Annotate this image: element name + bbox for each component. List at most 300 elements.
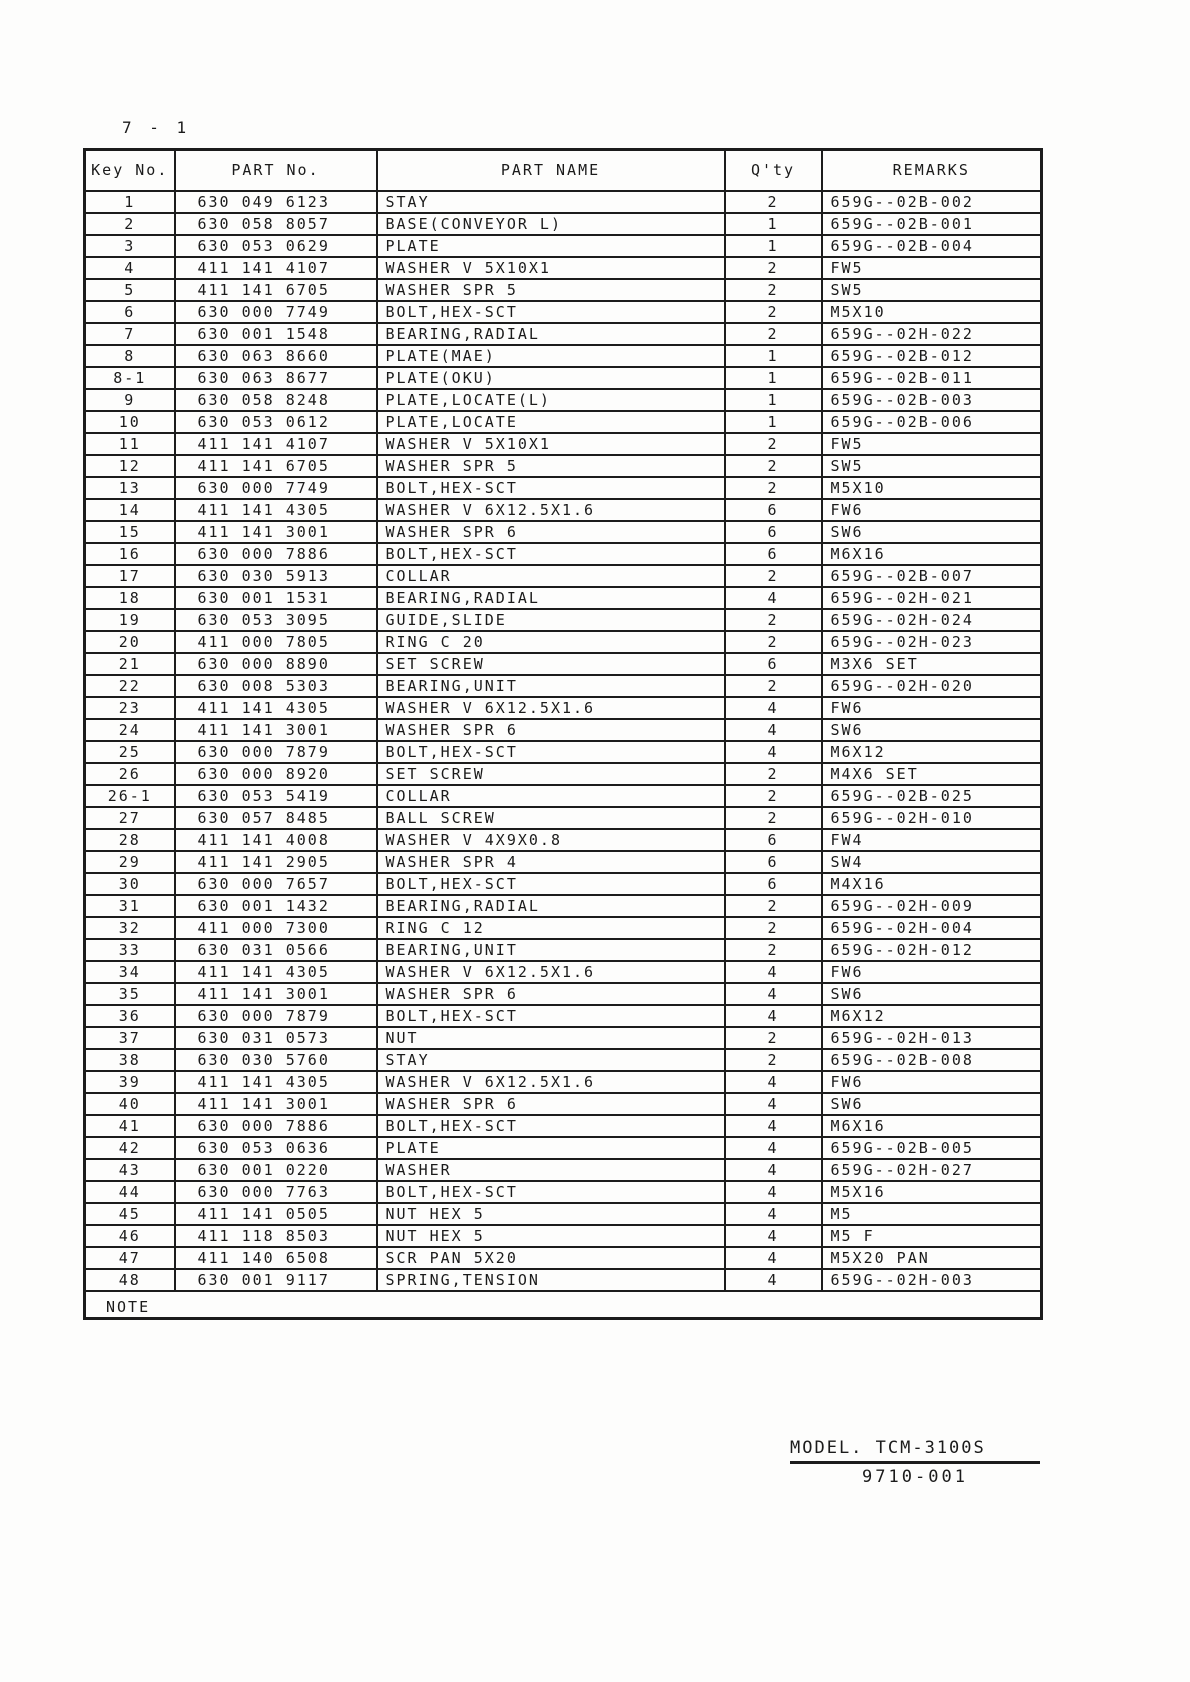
cell-remarks: 659G--02B-011 xyxy=(822,367,1042,389)
cell-qty: 4 xyxy=(725,961,822,983)
table-row xyxy=(85,411,1042,433)
cell-key-no: 20 xyxy=(85,631,175,653)
parts-table-container xyxy=(83,148,1043,1320)
cell-remarks: 659G--02H-012 xyxy=(822,939,1042,961)
parts-table-body xyxy=(85,191,1042,1291)
cell-part-no: 630 001 1432 xyxy=(175,895,377,917)
cell-key-no: 8-1 xyxy=(85,367,175,389)
cell-key-no: 14 xyxy=(85,499,175,521)
cell-part-no: 630 030 5913 xyxy=(175,565,377,587)
cell-remarks: FW5 xyxy=(822,433,1042,455)
cell-part-no: 411 141 2905 xyxy=(175,851,377,873)
cell-part-name: WASHER SPR 6 xyxy=(377,719,725,741)
table-row xyxy=(85,829,1042,851)
cell-qty: 1 xyxy=(725,345,822,367)
cell-qty: 2 xyxy=(725,323,822,345)
cell-remarks: FW5 xyxy=(822,257,1042,279)
cell-key-no: 22 xyxy=(85,675,175,697)
cell-remarks: FW4 xyxy=(822,829,1042,851)
cell-remarks: 659G--02H-004 xyxy=(822,917,1042,939)
cell-key-no: 9 xyxy=(85,389,175,411)
cell-part-no: 630 058 8248 xyxy=(175,389,377,411)
table-row xyxy=(85,1137,1042,1159)
cell-part-no: 630 058 8057 xyxy=(175,213,377,235)
cell-key-no: 48 xyxy=(85,1269,175,1291)
table-row xyxy=(85,807,1042,829)
table-row xyxy=(85,917,1042,939)
cell-key-no: 10 xyxy=(85,411,175,433)
cell-part-no: 630 053 5419 xyxy=(175,785,377,807)
table-row xyxy=(85,961,1042,983)
cell-qty: 4 xyxy=(725,741,822,763)
cell-key-no: 29 xyxy=(85,851,175,873)
cell-remarks: FW6 xyxy=(822,1071,1042,1093)
table-row xyxy=(85,367,1042,389)
cell-key-no: 37 xyxy=(85,1027,175,1049)
cell-part-name: WASHER V 5X10X1 xyxy=(377,257,725,279)
cell-part-name: BOLT,HEX-SCT xyxy=(377,543,725,565)
cell-part-no: 411 141 4107 xyxy=(175,433,377,455)
cell-key-no: 40 xyxy=(85,1093,175,1115)
cell-part-name: WASHER SPR 4 xyxy=(377,851,725,873)
cell-part-name: WASHER V 6X12.5X1.6 xyxy=(377,499,725,521)
cell-remarks: 659G--02H-003 xyxy=(822,1269,1042,1291)
cell-part-name: PLATE xyxy=(377,1137,725,1159)
cell-part-name: WASHER SPR 5 xyxy=(377,279,725,301)
cell-part-no: 411 141 3001 xyxy=(175,1093,377,1115)
cell-qty: 4 xyxy=(725,1137,822,1159)
table-row xyxy=(85,477,1042,499)
cell-qty: 2 xyxy=(725,1027,822,1049)
cell-part-no: 411 141 4008 xyxy=(175,829,377,851)
cell-qty: 2 xyxy=(725,301,822,323)
table-row xyxy=(85,213,1042,235)
cell-part-name: SET SCREW xyxy=(377,763,725,785)
cell-part-name: RING C 20 xyxy=(377,631,725,653)
cell-remarks: SW5 xyxy=(822,279,1042,301)
cell-qty: 2 xyxy=(725,565,822,587)
cell-qty: 1 xyxy=(725,235,822,257)
cell-remarks: M6X12 xyxy=(822,741,1042,763)
cell-part-name: STAY xyxy=(377,191,725,213)
cell-part-name: NUT HEX 5 xyxy=(377,1225,725,1247)
cell-key-no: 26 xyxy=(85,763,175,785)
cell-key-no: 13 xyxy=(85,477,175,499)
cell-part-name: BOLT,HEX-SCT xyxy=(377,873,725,895)
parts-table xyxy=(83,148,1043,1320)
cell-part-name: BEARING,RADIAL xyxy=(377,895,725,917)
cell-key-no: 47 xyxy=(85,1247,175,1269)
cell-part-name: SET SCREW xyxy=(377,653,725,675)
cell-qty: 4 xyxy=(725,719,822,741)
table-row xyxy=(85,1071,1042,1093)
cell-remarks: FW6 xyxy=(822,499,1042,521)
cell-part-no: 630 053 0636 xyxy=(175,1137,377,1159)
cell-key-no: 38 xyxy=(85,1049,175,1071)
table-row xyxy=(85,609,1042,631)
cell-key-no: 12 xyxy=(85,455,175,477)
cell-part-name: WASHER SPR 5 xyxy=(377,455,725,477)
table-row xyxy=(85,1247,1042,1269)
cell-part-no: 630 000 7749 xyxy=(175,301,377,323)
cell-qty: 2 xyxy=(725,939,822,961)
cell-part-no: 411 140 6508 xyxy=(175,1247,377,1269)
cell-key-no: 45 xyxy=(85,1203,175,1225)
cell-part-name: SPRING,TENSION xyxy=(377,1269,725,1291)
cell-key-no: 3 xyxy=(85,235,175,257)
table-row xyxy=(85,389,1042,411)
cell-part-no: 630 001 0220 xyxy=(175,1159,377,1181)
cell-key-no: 23 xyxy=(85,697,175,719)
cell-part-no: 630 063 8660 xyxy=(175,345,377,367)
cell-remarks: M5 F xyxy=(822,1225,1042,1247)
cell-qty: 4 xyxy=(725,587,822,609)
cell-key-no: 21 xyxy=(85,653,175,675)
table-row xyxy=(85,1181,1042,1203)
cell-part-no: 630 031 0573 xyxy=(175,1027,377,1049)
cell-qty: 4 xyxy=(725,1203,822,1225)
cell-part-name: GUIDE,SLIDE xyxy=(377,609,725,631)
cell-key-no: 35 xyxy=(85,983,175,1005)
cell-part-no: 411 141 6705 xyxy=(175,279,377,301)
cell-part-no: 630 000 7657 xyxy=(175,873,377,895)
cell-qty: 2 xyxy=(725,1049,822,1071)
cell-remarks: M5X20 PAN xyxy=(822,1247,1042,1269)
cell-part-name: SCR PAN 5X20 xyxy=(377,1247,725,1269)
cell-part-name: WASHER V 4X9X0.8 xyxy=(377,829,725,851)
cell-key-no: 34 xyxy=(85,961,175,983)
table-row xyxy=(85,323,1042,345)
cell-qty: 6 xyxy=(725,851,822,873)
cell-key-no: 4 xyxy=(85,257,175,279)
cell-part-name: WASHER SPR 6 xyxy=(377,521,725,543)
cell-qty: 6 xyxy=(725,499,822,521)
model-label: MODEL. TCM-3100S xyxy=(790,1438,1040,1464)
cell-part-no: 630 000 7886 xyxy=(175,543,377,565)
cell-part-no: 630 000 7879 xyxy=(175,741,377,763)
cell-key-no: 24 xyxy=(85,719,175,741)
cell-remarks: M6X12 xyxy=(822,1005,1042,1027)
cell-part-no: 630 000 8890 xyxy=(175,653,377,675)
cell-remarks: M5X16 xyxy=(822,1181,1042,1203)
cell-remarks: 659G--02B-025 xyxy=(822,785,1042,807)
header-part-no: PART No. xyxy=(175,150,377,191)
cell-remarks: 659G--02H-027 xyxy=(822,1159,1042,1181)
cell-qty: 2 xyxy=(725,807,822,829)
cell-key-no: 1 xyxy=(85,191,175,213)
header-qty: Q'ty xyxy=(725,150,822,191)
cell-remarks: M5X10 xyxy=(822,477,1042,499)
cell-part-name: BOLT,HEX-SCT xyxy=(377,301,725,323)
cell-part-no: 630 053 0612 xyxy=(175,411,377,433)
cell-qty: 4 xyxy=(725,1093,822,1115)
header-remarks: REMARKS xyxy=(822,150,1042,191)
cell-key-no: 11 xyxy=(85,433,175,455)
cell-part-no: 630 000 7886 xyxy=(175,1115,377,1137)
cell-key-no: 18 xyxy=(85,587,175,609)
cell-remarks: SW6 xyxy=(822,521,1042,543)
table-row xyxy=(85,1159,1042,1181)
table-row xyxy=(85,785,1042,807)
cell-key-no: 43 xyxy=(85,1159,175,1181)
cell-key-no: 17 xyxy=(85,565,175,587)
cell-remarks: 659G--02H-010 xyxy=(822,807,1042,829)
cell-remarks: 659G--02H-022 xyxy=(822,323,1042,345)
cell-part-name: WASHER V 5X10X1 xyxy=(377,433,725,455)
cell-key-no: 30 xyxy=(85,873,175,895)
cell-remarks: 659G--02H-024 xyxy=(822,609,1042,631)
cell-qty: 2 xyxy=(725,763,822,785)
table-row xyxy=(85,1203,1042,1225)
cell-part-name: WASHER V 6X12.5X1.6 xyxy=(377,1071,725,1093)
cell-part-no: 411 141 3001 xyxy=(175,983,377,1005)
cell-part-no: 411 141 4107 xyxy=(175,257,377,279)
cell-key-no: 33 xyxy=(85,939,175,961)
cell-part-name: PLATE(OKU) xyxy=(377,367,725,389)
table-row xyxy=(85,675,1042,697)
cell-key-no: 27 xyxy=(85,807,175,829)
cell-qty: 6 xyxy=(725,873,822,895)
cell-qty: 2 xyxy=(725,455,822,477)
cell-part-name: BASE(CONVEYOR L) xyxy=(377,213,725,235)
table-row xyxy=(85,345,1042,367)
cell-key-no: 32 xyxy=(85,917,175,939)
cell-part-name: WASHER xyxy=(377,1159,725,1181)
cell-qty: 4 xyxy=(725,1247,822,1269)
cell-part-name: PLATE xyxy=(377,235,725,257)
cell-remarks: 659G--02H-009 xyxy=(822,895,1042,917)
cell-part-no: 411 000 7300 xyxy=(175,917,377,939)
cell-qty: 4 xyxy=(725,1181,822,1203)
table-row xyxy=(85,301,1042,323)
cell-part-no: 411 118 8503 xyxy=(175,1225,377,1247)
cell-part-no: 411 141 4305 xyxy=(175,961,377,983)
cell-part-name: COLLAR xyxy=(377,565,725,587)
table-row xyxy=(85,521,1042,543)
cell-remarks: SW6 xyxy=(822,719,1042,741)
cell-part-no: 411 141 3001 xyxy=(175,719,377,741)
cell-qty: 6 xyxy=(725,829,822,851)
cell-remarks: 659G--02B-004 xyxy=(822,235,1042,257)
cell-remarks: SW5 xyxy=(822,455,1042,477)
cell-key-no: 26-1 xyxy=(85,785,175,807)
cell-part-no: 630 000 7763 xyxy=(175,1181,377,1203)
cell-part-name: BOLT,HEX-SCT xyxy=(377,1115,725,1137)
cell-part-name: PLATE(MAE) xyxy=(377,345,725,367)
cell-part-name: PLATE,LOCATE(L) xyxy=(377,389,725,411)
table-row xyxy=(85,543,1042,565)
cell-part-no: 630 001 1531 xyxy=(175,587,377,609)
cell-part-name: BOLT,HEX-SCT xyxy=(377,741,725,763)
cell-remarks: 659G--02B-002 xyxy=(822,191,1042,213)
cell-key-no: 36 xyxy=(85,1005,175,1027)
cell-qty: 4 xyxy=(725,1225,822,1247)
cell-remarks: 659G--02B-006 xyxy=(822,411,1042,433)
cell-part-name: RING C 12 xyxy=(377,917,725,939)
cell-key-no: 46 xyxy=(85,1225,175,1247)
cell-part-no: 411 141 4305 xyxy=(175,499,377,521)
cell-remarks: M4X6 SET xyxy=(822,763,1042,785)
cell-remarks: 659G--02H-023 xyxy=(822,631,1042,653)
table-row xyxy=(85,1005,1042,1027)
cell-part-name: BEARING,RADIAL xyxy=(377,323,725,345)
cell-part-name: BEARING,RADIAL xyxy=(377,587,725,609)
cell-part-name: BOLT,HEX-SCT xyxy=(377,477,725,499)
table-row xyxy=(85,279,1042,301)
cell-qty: 4 xyxy=(725,1115,822,1137)
cell-part-name: BOLT,HEX-SCT xyxy=(377,1181,725,1203)
cell-remarks: SW6 xyxy=(822,983,1042,1005)
table-row xyxy=(85,851,1042,873)
cell-key-no: 41 xyxy=(85,1115,175,1137)
table-row xyxy=(85,1225,1042,1247)
cell-part-name: PLATE,LOCATE xyxy=(377,411,725,433)
cell-remarks: FW6 xyxy=(822,697,1042,719)
cell-qty: 4 xyxy=(725,697,822,719)
cell-remarks: 659G--02B-003 xyxy=(822,389,1042,411)
document-number: 9710-001 xyxy=(862,1467,968,1487)
note-label: NOTE xyxy=(85,1291,1042,1319)
cell-part-no: 411 141 6705 xyxy=(175,455,377,477)
table-row xyxy=(85,697,1042,719)
table-row xyxy=(85,499,1042,521)
cell-key-no: 39 xyxy=(85,1071,175,1093)
table-row xyxy=(85,873,1042,895)
cell-qty: 2 xyxy=(725,257,822,279)
cell-part-no: 411 141 4305 xyxy=(175,697,377,719)
cell-qty: 1 xyxy=(725,213,822,235)
cell-part-no: 630 057 8485 xyxy=(175,807,377,829)
table-row xyxy=(85,235,1042,257)
cell-key-no: 2 xyxy=(85,213,175,235)
cell-part-no: 411 000 7805 xyxy=(175,631,377,653)
cell-part-no: 630 031 0566 xyxy=(175,939,377,961)
cell-remarks: SW4 xyxy=(822,851,1042,873)
cell-part-name: BEARING,UNIT xyxy=(377,939,725,961)
table-row xyxy=(85,565,1042,587)
cell-part-no: 630 053 0629 xyxy=(175,235,377,257)
cell-part-name: COLLAR xyxy=(377,785,725,807)
cell-part-no: 630 049 6123 xyxy=(175,191,377,213)
cell-qty: 4 xyxy=(725,1269,822,1291)
cell-qty: 2 xyxy=(725,477,822,499)
table-row xyxy=(85,1027,1042,1049)
table-header-row xyxy=(85,150,1042,191)
cell-qty: 6 xyxy=(725,521,822,543)
table-row xyxy=(85,741,1042,763)
cell-key-no: 15 xyxy=(85,521,175,543)
cell-part-name: WASHER SPR 6 xyxy=(377,983,725,1005)
cell-qty: 2 xyxy=(725,785,822,807)
cell-part-no: 630 000 7879 xyxy=(175,1005,377,1027)
cell-remarks: M5X10 xyxy=(822,301,1042,323)
cell-qty: 2 xyxy=(725,895,822,917)
cell-qty: 2 xyxy=(725,191,822,213)
cell-qty: 2 xyxy=(725,433,822,455)
table-row xyxy=(85,939,1042,961)
table-row xyxy=(85,895,1042,917)
table-row xyxy=(85,1093,1042,1115)
table-row xyxy=(85,653,1042,675)
cell-remarks: M4X16 xyxy=(822,873,1042,895)
cell-part-no: 630 008 5303 xyxy=(175,675,377,697)
cell-qty: 2 xyxy=(725,917,822,939)
cell-key-no: 5 xyxy=(85,279,175,301)
cell-key-no: 28 xyxy=(85,829,175,851)
cell-remarks: M6X16 xyxy=(822,1115,1042,1137)
cell-part-name: WASHER V 6X12.5X1.6 xyxy=(377,961,725,983)
note-row xyxy=(85,1291,1042,1319)
header-part-name: PART NAME xyxy=(377,150,725,191)
cell-key-no: 7 xyxy=(85,323,175,345)
cell-qty: 4 xyxy=(725,1159,822,1181)
cell-part-no: 411 141 3001 xyxy=(175,521,377,543)
cell-qty: 2 xyxy=(725,675,822,697)
cell-remarks: 659G--02H-013 xyxy=(822,1027,1042,1049)
cell-part-name: BOLT,HEX-SCT xyxy=(377,1005,725,1027)
cell-part-no: 411 141 4305 xyxy=(175,1071,377,1093)
cell-key-no: 31 xyxy=(85,895,175,917)
cell-part-name: STAY xyxy=(377,1049,725,1071)
cell-remarks: M3X6 SET xyxy=(822,653,1042,675)
cell-part-name: BALL SCREW xyxy=(377,807,725,829)
cell-part-no: 630 000 8920 xyxy=(175,763,377,785)
table-row xyxy=(85,763,1042,785)
cell-qty: 6 xyxy=(725,653,822,675)
table-row xyxy=(85,719,1042,741)
cell-part-no: 630 063 8677 xyxy=(175,367,377,389)
cell-part-name: NUT HEX 5 xyxy=(377,1203,725,1225)
table-row xyxy=(85,433,1042,455)
cell-remarks: 659G--02B-007 xyxy=(822,565,1042,587)
cell-key-no: 8 xyxy=(85,345,175,367)
cell-qty: 1 xyxy=(725,411,822,433)
cell-remarks: 659G--02B-008 xyxy=(822,1049,1042,1071)
cell-part-name: WASHER V 6X12.5X1.6 xyxy=(377,697,725,719)
cell-part-name: NUT xyxy=(377,1027,725,1049)
cell-remarks: 659G--02B-001 xyxy=(822,213,1042,235)
cell-part-no: 630 053 3095 xyxy=(175,609,377,631)
cell-part-no: 630 001 9117 xyxy=(175,1269,377,1291)
header-key-no: Key No. xyxy=(85,150,175,191)
cell-part-no: 630 001 1548 xyxy=(175,323,377,345)
cell-part-no: 630 000 7749 xyxy=(175,477,377,499)
cell-part-no: 411 141 0505 xyxy=(175,1203,377,1225)
table-row xyxy=(85,455,1042,477)
cell-part-no: 630 030 5760 xyxy=(175,1049,377,1071)
cell-remarks: 659G--02H-021 xyxy=(822,587,1042,609)
table-row xyxy=(85,631,1042,653)
cell-remarks: SW6 xyxy=(822,1093,1042,1115)
cell-qty: 6 xyxy=(725,543,822,565)
cell-qty: 4 xyxy=(725,1071,822,1093)
cell-key-no: 42 xyxy=(85,1137,175,1159)
cell-remarks: M5 xyxy=(822,1203,1042,1225)
cell-key-no: 16 xyxy=(85,543,175,565)
cell-key-no: 6 xyxy=(85,301,175,323)
cell-remarks: 659G--02B-012 xyxy=(822,345,1042,367)
table-row xyxy=(85,587,1042,609)
table-row xyxy=(85,257,1042,279)
cell-qty: 2 xyxy=(725,279,822,301)
cell-key-no: 44 xyxy=(85,1181,175,1203)
cell-part-name: WASHER SPR 6 xyxy=(377,1093,725,1115)
cell-qty: 1 xyxy=(725,389,822,411)
table-row xyxy=(85,983,1042,1005)
table-row xyxy=(85,1049,1042,1071)
table-row xyxy=(85,191,1042,213)
cell-remarks: FW6 xyxy=(822,961,1042,983)
